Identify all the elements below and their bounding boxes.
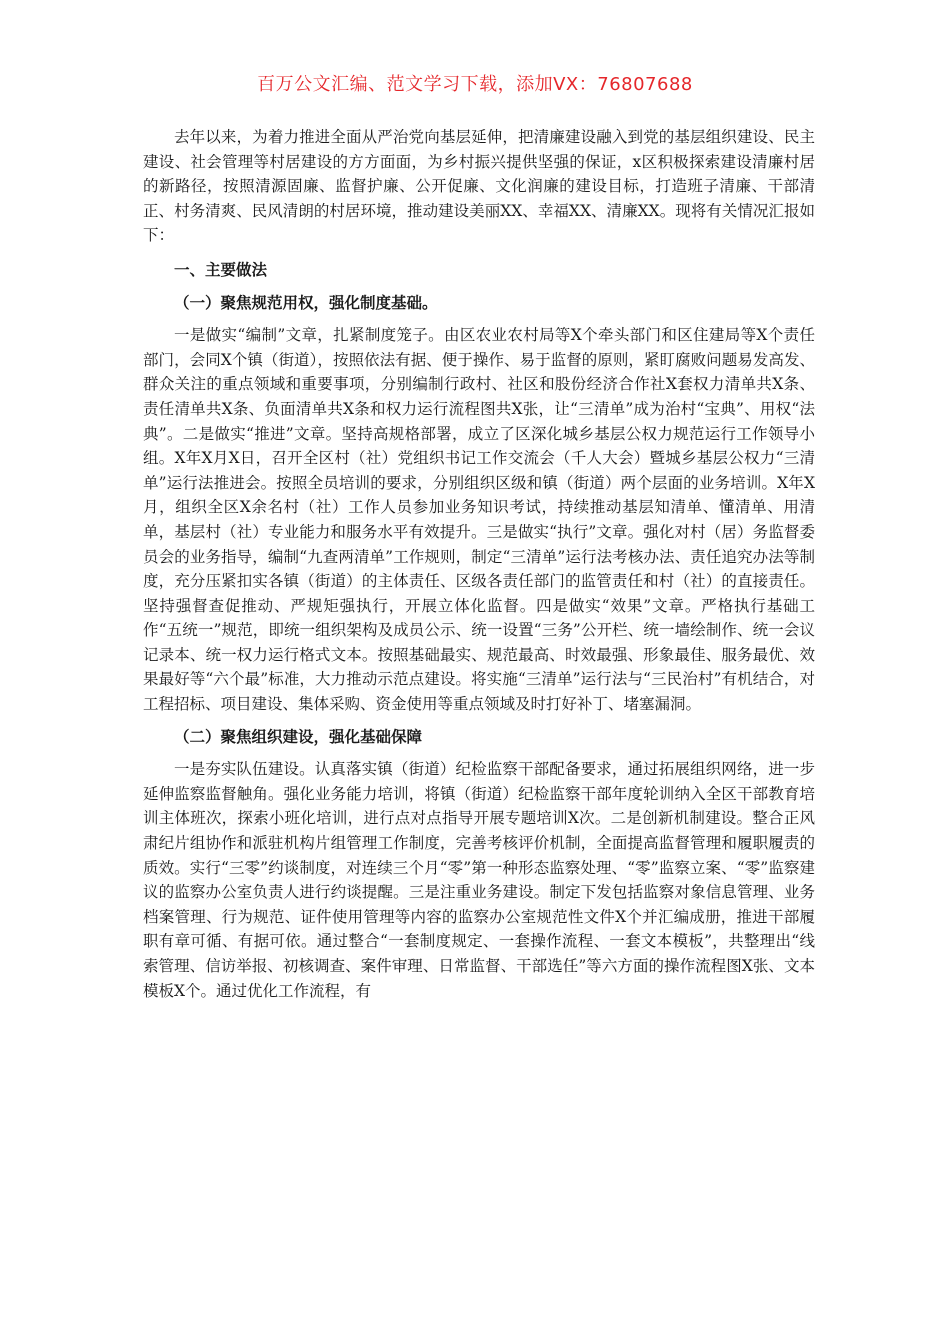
subsection-paragraph-1: 一是做实“编制”文章，扎紧制度笼子。由区农业农村局等X个牵头部门和区住建局等X个责任部门，会同X个镇（街道），按照依法有据、便于操作、易于监督的原则，紧盯腐败问题易发高发、群众关注的重点领域和重要事项，分别编制行政村、社区和股份经济合作社X套权力清单共X条、责任清单共X条、负面清单共X条和权力运行流程图共X张，让“三清单”成为治村“宝典”、用权“法典”。二是做实“推进”文章。坚持高规格部署，成立了区深化城乡基层公权力规范运行工作领导小组。X年X月X日，召开全区村（社）党组织书记工作交流会（千人大会）暨城乡基层公权力“三清单”运行法推进会。按照全员培训的要求，分别组织区级和镇（街道）两个层面的业务培训。X年X月，组织全区X余名村（社）工作人员参加业务知识考试，持续推动基层知清单、懂清单、用清单，基层村（社）专业能力和服务水平有效提升。三是做实“执行”文章。强化对村（居）务监督委员会的业务指导，编制“九查两清单”工作规则，制定“三清单”运行法考核办法、责任追究办法等制度，充分压紧扣实各镇（街道）的主体责任、区级各责任部门的监管责任和村（社）的直接责任。坚持强督查促推动、严规矩强执行，开展立体化监督。四是做实“效果”文章。严格执行基础工作“五统一”规范，即统一组织架构及成员公示、统一设置“三务”公开栏、统一墙绘制作、统一会议记录本、统一权力运行格式文本。按照基础最实、规范最高、时效最强、形象最佳、服务最优、效果最好等“六个最”标准，大力推动示范点建设。将实施“三清单”运行法与“三民治村”有机结合，对工程招标、项目建设、集体采购、资金使用等重点领域及时打好补丁、堵塞漏洞。: [143, 326, 815, 714]
intro-paragraph: 去年以来，为着力推进全面从严治党向基层延伸，把清廉建设融入到党的基层组织建设、民主建设、社会管理等村居建设的方方面面，为乡村振兴提供坚强的保证，x区积极探索建设清廉村居的新路径，按照清源固廉、监督护廉、公开促廉、文化润廉的建设目标，打造班子清廉、干部清正、村务清爽、民风清朗的村居环境，推动建设美丽XX、幸福XX、清廉XX。现将有关情况汇报如下：: [143, 128, 815, 245]
watermark-banner: 百万公文汇编、范文学习下载，添加VX：76807688: [257, 74, 693, 95]
document-body: [143, 125, 815, 1003]
subsection-heading-2: （二）聚焦组织建设，强化基础保障: [174, 727, 423, 746]
section-heading-main-practices: 一、主要做法: [174, 260, 268, 279]
subsection-paragraph-2: 一是夯实队伍建设。认真落实镇（街道）纪检监察干部配备要求，通过拓展组织网络，进一步延伸监察监督触角。强化业务能力培训，将镇（街道）纪检监察干部年度轮训纳入全区干部教育培训主体班次，探索小班化培训，进行点对点指导开展专题培训X次。二是创新机制建设。整合正风肃纪片组协作和派驻机构片组管理工作制度，完善考核评价机制，全面提高监督管理和履职履责的质效。实行“三零”约谈制度，对连续三个月“零”第一种形态监察处理、“零”监察立案、“零”监察建议的监察办公室负责人进行约谈提醒。三是注重业务建设。制定下发包括监察对象信息管理、业务档案管理、行为规范、证件使用管理等内容的监察办公室规范性文件X个并汇编成册，推进干部履职有章可循、有据可依。通过整合“一套制度规定、一套操作流程、一套文本模板”，共整理出“线索管理、信访举报、初核调查、案件审理、日常监督、干部选任”等六方面的操作流程图X张、文本模板X个。通过优化工作流程，有: [143, 760, 815, 1000]
subsection-heading-1: （一）聚焦规范用权，强化制度基础。: [174, 293, 438, 312]
